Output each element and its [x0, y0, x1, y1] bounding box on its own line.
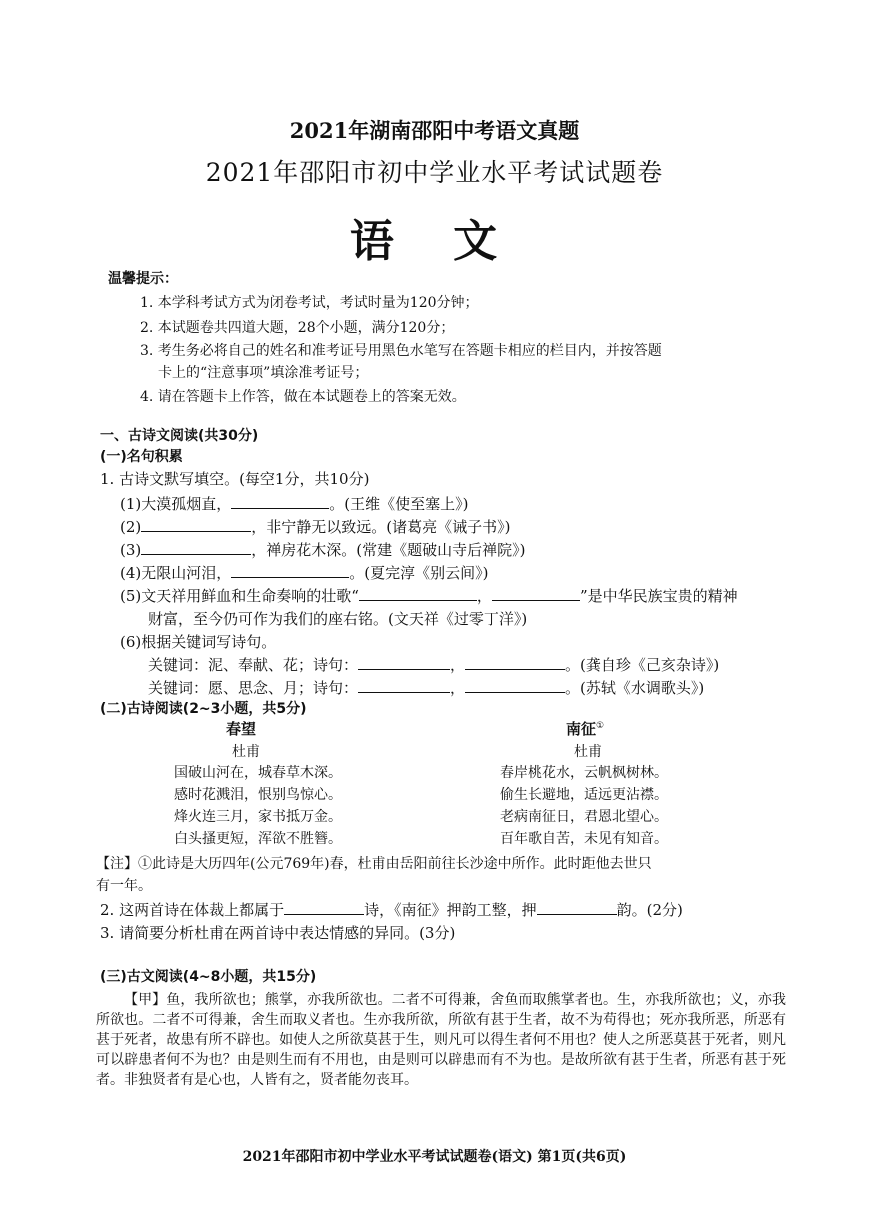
- answer-blank[interactable]: [231, 494, 329, 509]
- poem2-line: 春岸桃花水，云帆枫树林。: [500, 765, 668, 781]
- poem1-line: 感时花溅泪，恨别鸟惊心。: [174, 787, 342, 803]
- answer-blank[interactable]: [465, 655, 565, 670]
- poem2-title: 南征①: [566, 720, 605, 738]
- poem2-author: 杜甫: [574, 744, 602, 760]
- subject-title: 语 文: [349, 216, 520, 267]
- notice-item-3-cont: 卡上的“注意事项”填涂准考证号；: [158, 365, 369, 381]
- poem1-body: [174, 762, 342, 850]
- sub2-heading: (二)古诗阅读(2~3小题，共5分): [100, 701, 307, 717]
- answer-blank[interactable]: [537, 900, 617, 915]
- notice-item-3: 3. 考生务必将自己的姓名和准考证号用黑色水笔写在答题卡相应的栏目内，并按答题: [140, 343, 662, 359]
- sub3-heading: (三)古文阅读(4~8小题，共15分): [100, 969, 317, 985]
- notice-item-2: 2. 本试题卷共四道大题，28个小题，满分120分；: [140, 320, 455, 336]
- question-3: 3. 请简要分析杜甫在两首诗中表达情感的异同。(3分): [100, 924, 456, 942]
- exam-title: 2021年邵阳市初中学业水平考试试题卷: [205, 158, 664, 187]
- fill-line-1: (1)大漠孤烟直， 。(王维《使至塞上》): [120, 495, 469, 513]
- sub1-heading: (一)名句积累: [100, 449, 183, 465]
- section1-heading: 一、古诗文阅读(共30分): [100, 428, 259, 444]
- poem2-line: 百年歌自苦，未见有知音。: [500, 831, 668, 847]
- question-2: 2. 这两首诗在体裁上都属于 诗，《南征》押韵工整，押 韵。(2分): [100, 901, 683, 919]
- poem1-author: 杜甫: [232, 744, 260, 760]
- answer-blank[interactable]: [141, 540, 251, 555]
- question-1: 1. 古诗文默写填空。(每空1分，共10分): [100, 470, 370, 488]
- poem-note-cont: 有一年。: [96, 878, 152, 894]
- poem-note: 【注】①此诗是大历四年(公元769年)春，杜甫由岳阳前往长沙途中所作。此时距他去世只: [96, 856, 652, 872]
- page-footer: 2021年邵阳市初中学业水平考试试题卷(语文) 第1页(共6页): [242, 1149, 627, 1165]
- fill-line-3: (3) ，禅房花木深。(常建《题破山寺后禅院》): [120, 541, 526, 559]
- main-title: 2021年湖南邵阳中考语文真题: [289, 118, 580, 143]
- answer-blank[interactable]: [465, 678, 565, 693]
- answer-blank[interactable]: [231, 563, 349, 578]
- answer-blank[interactable]: [358, 655, 450, 670]
- fill-line-5-cont: 财富，至今仍可作为我们的座右铭。(文天祥《过零丁洋》): [148, 610, 528, 628]
- poem1-title: 春望: [226, 720, 257, 738]
- answer-blank[interactable]: [141, 517, 251, 532]
- poem2-line: 偷生长避地，适远更沾襟。: [500, 787, 668, 803]
- poem2-body: [500, 762, 668, 850]
- notice-item-4: 4. 请在答题卡上作答，做在本试题卷上的答案无效。: [140, 389, 466, 405]
- fill-line-6: (6)根据关键词写诗句。: [120, 633, 277, 651]
- poem1-line: 烽火连三月，家书抵万金。: [174, 809, 342, 825]
- keyword-line-2: 关键词：愿、思念、月；诗句： ， 。(苏轼《水调歌头》): [148, 679, 705, 697]
- poem1-line: 白头搔更短，浑欲不胜簪。: [174, 831, 342, 847]
- poem2-line: 老病南征日，君恩北望心。: [500, 809, 668, 825]
- notice-item-1: 1. 本学科考试方式为闭卷考试，考试时量为120分钟；: [140, 295, 479, 311]
- fill-line-4: (4)无限山河泪， 。(夏完淳《别云间》): [120, 564, 489, 582]
- answer-blank[interactable]: [359, 586, 477, 601]
- keyword-line-1: 关键词：泥、奉献、花；诗句： ， 。(龚自珍《己亥杂诗》): [148, 656, 720, 674]
- poem1-line: 国破山河在，城春草木深。: [174, 765, 342, 781]
- fill-line-2: (2) ，非宁静无以致远。(诸葛亮《诫子书》): [120, 518, 511, 536]
- classical-passage: 【甲】鱼，我所欲也；熊掌，亦我所欲也。二者不可得兼，舍鱼而取熊掌者也。生，亦我所欲也；义，亦我所欲也。二者不可得兼，舍生而取义者也。生亦我所欲，所欲有甚于生者，故不为苟得也；死亦我所恶，所恶有甚于死者，故患有所不辟也。如使人之所欲莫甚于生，则凡可以得生者何不用也？使人之所恶莫甚于死者，则凡可以辟患者何不为也？由是则生而有不用也，由是则可以辟患而有不为也。是故所欲有甚于生者，所恶有甚于死者。非独贤者有是心也，人皆有之，贤者能勿丧耳。: [96, 992, 786, 1088]
- answer-blank[interactable]: [358, 678, 450, 693]
- notice-heading: 温馨提示：: [108, 271, 178, 287]
- answer-blank[interactable]: [492, 586, 580, 601]
- fill-line-5: (5)文天祥用鲜血和生命奏响的壮歌“ ， ”是中华民族宝贵的精神: [120, 587, 738, 605]
- answer-blank[interactable]: [284, 900, 364, 915]
